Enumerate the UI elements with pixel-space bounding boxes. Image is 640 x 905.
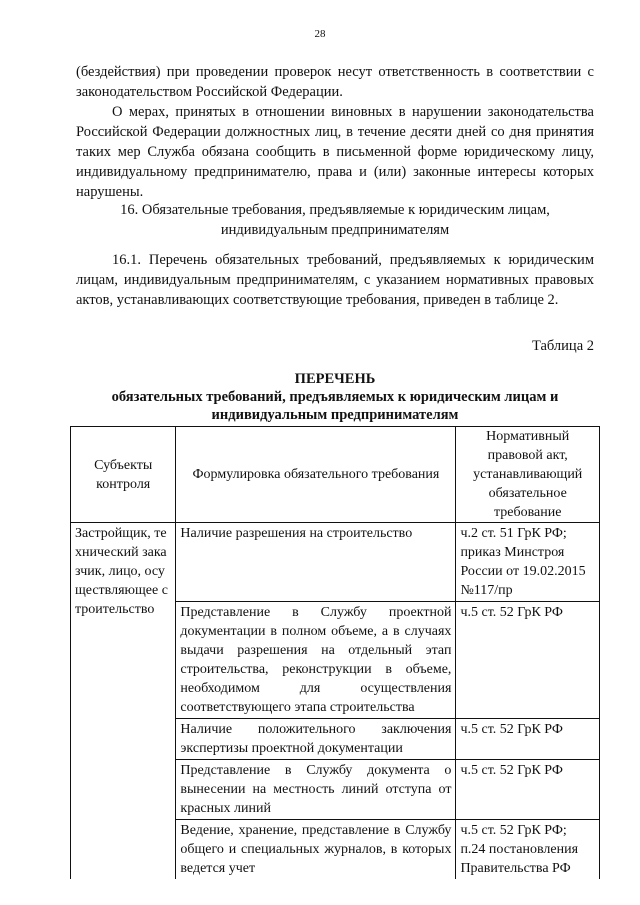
- legal-act-cell: ч.5 ст. 52 ГрК РФ: [456, 760, 600, 820]
- list-title-subheading: обязательных требований, предъявляемых к юридическим лицам и индивидуальным предпринимателям: [111, 389, 559, 423]
- clause-16-1: [76, 250, 594, 310]
- requirement-cell: Ведение, хранение, представление в Службу общего и специальных журналов, в которых ведется учет: [176, 820, 456, 880]
- table-caption: Таблица 2: [531, 338, 594, 354]
- table-row: [71, 523, 600, 602]
- requirement-cell: Представление в Службу документа о вынесении на местность линий отступа от красных линий: [176, 760, 456, 820]
- header-subjects: Субъекты контроля: [71, 427, 176, 523]
- legal-act-cell: ч.5 ст. 52 ГрК РФ: [456, 719, 600, 760]
- list-title-heading: ПЕРЕЧЕНЬ: [294, 371, 376, 387]
- section-16-heading: 16. Обязательные требования, предъявляемые к юридическим лицам, индивидуальным предпринимателям: [120, 202, 550, 238]
- requirement-cell: Наличие разрешения на строительство: [176, 523, 456, 602]
- paragraph-measures-text: О мерах, принятых в отношении виновных в нарушении законодательства Российской Федерации должностных лиц, в течение десяти дней со дня принятия таких мер Служба обязана сообщить в письменной форме юридическому лицу, индивидуальному предпринимателю, права и (или) законные интересы которых нарушены.: [76, 104, 594, 200]
- list-title: [76, 370, 594, 424]
- paragraph-measures: [76, 102, 594, 202]
- header-legal-act: Нормативный правовой акт, устанавливающий обязательное требование: [456, 427, 600, 523]
- legal-act-cell: ч.2 ст. 51 ГрК РФ; приказ Минстроя России от 19.02.2015 №117/пр: [456, 523, 600, 602]
- paragraph-liability: [76, 62, 594, 102]
- table-header-row: [71, 427, 600, 523]
- header-requirement: Формулировка обязательного требования: [176, 427, 456, 523]
- legal-act-cell: ч.5 ст. 52 ГрК РФ: [456, 602, 600, 719]
- subject-cell: Застройщик, технический заказчик, лицо, осуществляющее строительство: [71, 523, 176, 880]
- requirement-cell: Представление в Службу проектной документации в полном объеме, а в случаях выдачи разрешения на отдельный этап строительства, реконструкции в объеме, необходимом для осуществления соответствующего этапа строительства: [176, 602, 456, 719]
- paragraph-liability-text: (бездействия) при проведении проверок несут ответственность в соответствии с законодательством Российской Федерации.: [76, 64, 594, 100]
- page-number: 28: [314, 28, 326, 40]
- legal-act-cell: ч.5 ст. 52 ГрК РФ; п.24 постановления Правительства РФ: [456, 820, 600, 880]
- requirements-table: [70, 426, 600, 879]
- requirement-cell: Наличие положительного заключения экспертизы проектной документации: [176, 719, 456, 760]
- clause-16-1-text: 16.1. Перечень обязательных требований, предъявляемых к юридическим лицам, индивидуальным предпринимателям, с указанием нормативных правовых актов, устанавливающих соответствующие требования, приведен в таблице 2.: [76, 252, 594, 308]
